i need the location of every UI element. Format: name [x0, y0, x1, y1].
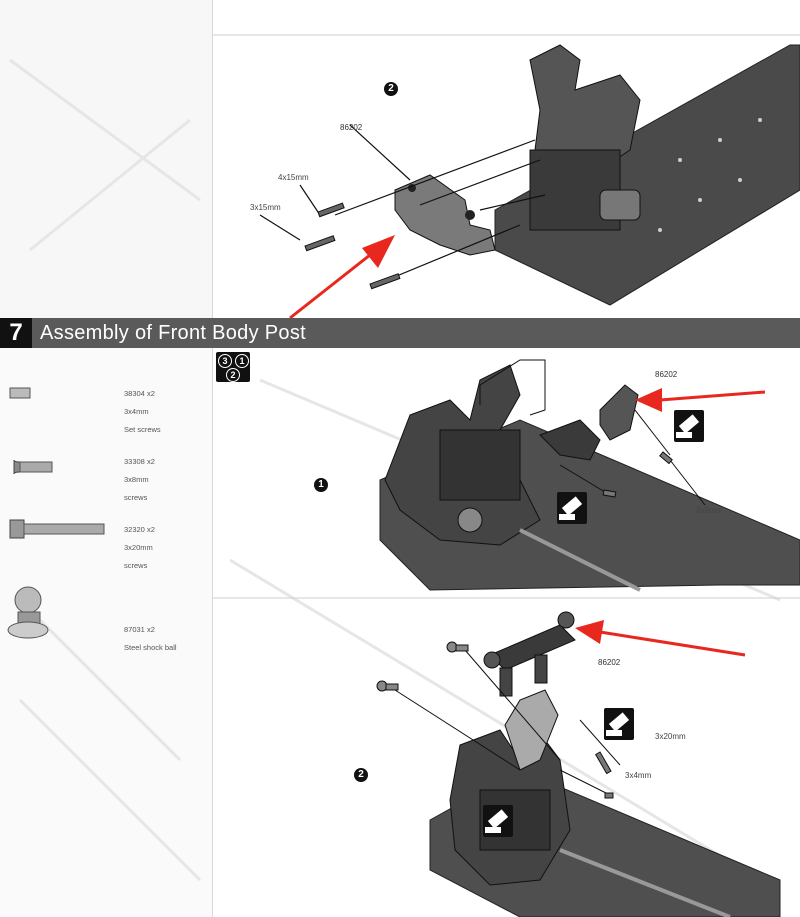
part-code: 38304 — [124, 389, 145, 398]
part-code: 32320 — [124, 525, 145, 534]
sequence-badge-item: 3 — [218, 354, 232, 368]
screwdriver-icon — [557, 492, 587, 524]
part-set-screw-icon — [10, 388, 30, 398]
part-entry — [124, 616, 177, 652]
bottom-shock-balls — [377, 642, 468, 691]
bottom-step-marker: 2 — [354, 768, 368, 782]
top-dim-label: 3x15mm — [250, 203, 281, 212]
part-qty: x2 — [146, 389, 155, 398]
part-entry — [124, 516, 155, 570]
top-part-number: 86202 — [340, 123, 363, 132]
part-code: 87031 — [124, 625, 145, 634]
part-shock-ball-icon — [8, 587, 48, 638]
bottom-dim-label: 3x4mm — [625, 771, 652, 780]
screwdriver-icon — [674, 410, 704, 442]
red-arrow-middle — [635, 388, 765, 412]
top-step-marker: 2 — [384, 82, 398, 96]
middle-part-number: 86202 — [655, 370, 678, 379]
part-qty: x2 — [146, 525, 155, 534]
step-title: Assembly of Front Body Post — [40, 322, 306, 344]
top-dim-label: 4x15mm — [278, 173, 309, 182]
part-name: Set screws — [124, 425, 161, 434]
step-number: 7 — [0, 318, 32, 348]
part-name: screws — [124, 493, 148, 502]
part-entry — [124, 448, 155, 502]
part-name: Steel shock ball — [124, 643, 177, 652]
part-size: 3x20mm — [124, 543, 153, 552]
bottom-dim-label: 3x20mm — [655, 732, 686, 741]
top-bulkhead — [530, 45, 640, 230]
part-3x20-screw-icon — [10, 520, 104, 538]
part-3x8-screw-icon — [14, 460, 52, 474]
sequence-badge-item: 1 — [235, 354, 249, 368]
part-entry — [124, 380, 161, 434]
bottom-part-number: 86202 — [598, 658, 621, 667]
part-size: 3x8mm — [124, 475, 149, 484]
part-code: 33308 — [124, 457, 145, 466]
screwdriver-icon — [483, 805, 513, 837]
middle-dim-label: 3x8mm — [696, 506, 723, 515]
sequence-badge — [216, 352, 250, 382]
red-arrow-bottom — [575, 620, 745, 655]
middle-body-post — [540, 385, 638, 460]
step-header-bar — [0, 318, 800, 348]
part-name: screws — [124, 561, 148, 570]
middle-step-marker: 1 — [314, 478, 328, 492]
part-size: 3x4mm — [124, 407, 149, 416]
part-qty: x2 — [146, 625, 155, 634]
sequence-badge-item: 2 — [226, 368, 240, 382]
part-qty: x2 — [146, 457, 155, 466]
screwdriver-icon — [604, 708, 634, 740]
